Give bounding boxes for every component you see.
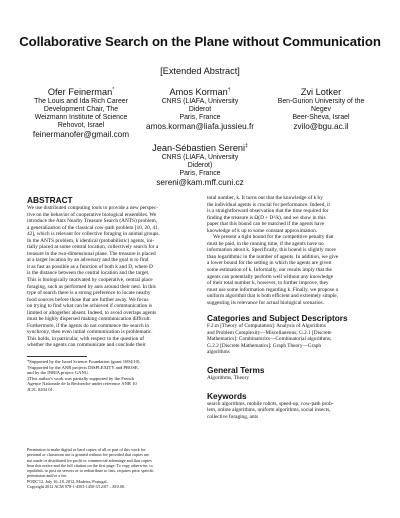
text-line: must be highly dispersed making communication difficult. — [27, 316, 151, 323]
right-column — [207, 195, 373, 420]
text-line: We present a tight bound for the competitive penalty that — [213, 234, 334, 241]
text-line: type of search there is a strong preference to locate nearby — [27, 290, 151, 297]
text-line: is a straightforward observation that the time required for — [207, 208, 329, 215]
author-affiliation: Negev — [311, 106, 331, 113]
author-block-korman — [140, 87, 260, 132]
text-line: G.2.2 [Discrete Mathematics]: Graph Theory—Graph — [207, 342, 322, 349]
text-line: finding the treasure is Ω(D + D²/k), and we show in this — [207, 214, 326, 221]
text-line: Furthermore, if the agents do not commence the search in — [27, 322, 150, 329]
footnote: Agence Nationale de la Recherche under reference ANR 10 — [27, 381, 137, 387]
text-line: at a target location by an adversary and the goal is to find — [27, 257, 149, 264]
permission-line: Permission to make digital or hard copies of all or part of this work for — [27, 447, 146, 452]
author-affiliation: Diderot) — [187, 162, 213, 169]
author-affiliation: Paris, France — [179, 114, 221, 121]
text-line: than logarithmic in the number of agents. In addition, we give — [207, 253, 339, 260]
author-affiliation: Ben-Gurion University of the — [277, 98, 365, 105]
text-line: whether the agents can communicate and conclude their — [27, 342, 146, 349]
author-block-sereni — [135, 143, 265, 188]
text-line: This is biologically motivated by cooperative, central place — [27, 277, 153, 284]
footnote-rule — [27, 356, 87, 357]
permission-notice — [27, 447, 191, 489]
footnote: *Supported by the Israel Science Foundation (grant 1694/10). — [27, 359, 141, 364]
author-affiliation: Paris, France — [179, 170, 221, 177]
text-line: We use distributed computing tools to provide a new perspec- — [27, 205, 158, 211]
text-line: a generalization of the classical cow-path problem [10, 20, 41, — [27, 224, 160, 231]
text-line: tially placed at some central location, collectively search for a — [27, 244, 159, 251]
text-line: food sources before those that are further away. We focus — [27, 296, 149, 303]
text-line: information about k. Specifically, this bound is slightly more — [207, 247, 336, 254]
author-email[interactable]: feinermanofer@gmail.com — [32, 130, 130, 139]
categories-body — [207, 323, 373, 356]
text-line: is the distance between the central location and the target. — [27, 270, 150, 277]
permission-line: personal or classroom use is granted without fee provided that copies are — [27, 452, 149, 458]
author-affiliation: Rehovot, Israel — [57, 122, 105, 129]
author-email[interactable]: sereni@kam.mff.cuni.cz — [156, 178, 244, 187]
permission-line: bear this notice and the full citation on the first page. To copy otherwise, to — [27, 462, 153, 468]
general-terms-body: Algorithms, Theory — [207, 375, 249, 382]
author-affiliation: CNRS (LIAFA, University — [161, 154, 239, 161]
section-heading-categories: Categories and Subject Descriptors — [207, 313, 348, 324]
text-line: Mathematics]: Combinatorics—Combinatorial algorithms; — [207, 336, 332, 343]
author-name: Jean-Sébastien Sereni — [152, 143, 246, 153]
author-affiliation: Diderot — [188, 106, 212, 113]
text-line: a lower bound for the setting in which the agents are given — [207, 260, 332, 267]
text-line: introduce the Ants Nearby Treasure Search (ANTS) problem, — [27, 218, 158, 225]
footnote-mark: ‡ — [245, 142, 248, 149]
author-affiliation: The Louis and Ida Rich Career — [34, 98, 128, 105]
text-line: algorithms — [207, 349, 230, 356]
text-line: tive on the behavior of cooperative biological ensembles. We — [27, 211, 157, 218]
text-line: treasure in the two-dimensional plane. The treasure is placed — [27, 250, 156, 257]
author-affiliation: Weizmann Institute of Science — [34, 114, 128, 121]
text-line: must use some information regarding k. Finally, we propose a — [207, 286, 339, 293]
paper-subtitle: [Extended Abstract] — [160, 66, 240, 76]
author-name: Zvi Lotker — [300, 87, 342, 97]
text-line: and Problem Complexity—Miscellaneous; G.2.1 [Discrete — [207, 329, 332, 336]
author-affiliation: Beer-Sheva, Israel — [292, 114, 350, 121]
text-line: synchrony, then even initial communication is problematic. — [27, 329, 153, 336]
text-line: collective foraging, ants — [207, 413, 259, 420]
text-line: some estimation of k. Informally, our results imply that the — [207, 267, 332, 274]
section-heading-abstract: ABSTRACT — [27, 195, 73, 205]
abstract-continued — [207, 195, 373, 306]
text-line: agents can potentially perform well without any knowledge — [207, 273, 334, 280]
keywords-body — [207, 401, 373, 421]
text-line: foraging, such as performed by ants around their nest. In this — [27, 283, 156, 290]
text-line: 42], which is relevant for collective foraging in animal groups. — [27, 231, 160, 238]
text-line: uniform algorithm that is both efficient and extremely simple, — [207, 293, 338, 300]
paper-title: Collaborative Search on the Plane without Communication — [19, 34, 381, 49]
text-line: suggesting its relevance for actual biological scenarios. — [207, 299, 324, 306]
text-line: on trying to find what can be achieved if communication is — [27, 303, 153, 310]
footnote: JCJC 0204 01. — [27, 386, 54, 392]
footnote: †Supported by the ANR projects DISPLEXITY and PROSE, — [27, 364, 139, 370]
left-column — [27, 195, 191, 349]
text-line: must be paid, in the running time, if the agents have no — [207, 240, 324, 247]
permission-line: PODC'12, July 16–18, 2012, Madeira, Portugal. — [27, 478, 108, 484]
author-block-feinerman — [22, 87, 140, 140]
text-line: of their total number k, however, to further improve, they — [207, 280, 329, 287]
text-line: paper that this bound can be matched if the agents have — [207, 221, 325, 228]
section-heading-keywords: Keywords — [207, 390, 247, 401]
section-heading-general-terms: General Terms — [207, 365, 265, 376]
author-name: Ofer Feinerman — [47, 87, 113, 97]
text-line: This holds, in particular, with respect to the question of — [27, 335, 145, 342]
author-name: Amos Korman — [169, 87, 228, 97]
abstract-body — [27, 205, 191, 349]
footnote-mark: * — [112, 86, 115, 93]
text-line: F.2.m [Theory of Computation]: Analysis of Algorithms — [207, 323, 326, 330]
footnote: ‡This author's work was partially supported by the French — [27, 375, 134, 381]
text-line: search algorithms, mobile robots, speed-up, cow-path prob- — [207, 400, 334, 407]
permission-line: Copyright 2012 ACM 978-1-4503-1450-3/12/07 ...$10.00. — [27, 484, 126, 490]
author-affiliation: Development Chair, The — [43, 106, 119, 113]
text-line: lem, online algorithms, uniform algorithms, social insects, — [207, 407, 331, 414]
text-line: it as fast as possible as a function of both k and D, where D — [27, 263, 153, 270]
permission-line: not made or distributed for profit or commercial advantage and that copies — [27, 457, 152, 463]
footnote: and by the INRIA project GANG. — [27, 370, 90, 376]
text-line: knowledge of k up to some constant approximation. — [207, 227, 318, 234]
permission-line: republish, to post on servers or to redistribute to lists, requires prior specific — [27, 468, 154, 474]
text-line: total number, k. It turns out that the knowledge of k by — [207, 195, 323, 201]
permission-line: permission and/or a fee. — [27, 473, 68, 479]
text-line: In the ANTS problem, k identical (probabilistic) agents, ini- — [27, 237, 155, 244]
author-email[interactable]: zvilo@bgu.ac.il — [293, 122, 349, 131]
author-block-lotker — [262, 87, 380, 132]
author-email[interactable]: amos.korman@liafa.jussieu.fr — [146, 122, 254, 131]
footnotes — [27, 359, 191, 393]
text-line: limited or altogether absent. Indeed, to avoid overlaps agents — [27, 309, 157, 316]
author-affiliation: CNRS (LIAFA, University — [161, 98, 239, 105]
text-line: the individual agents is crucial for performance. Indeed, it — [207, 201, 330, 208]
footnote-mark: † — [227, 86, 231, 93]
